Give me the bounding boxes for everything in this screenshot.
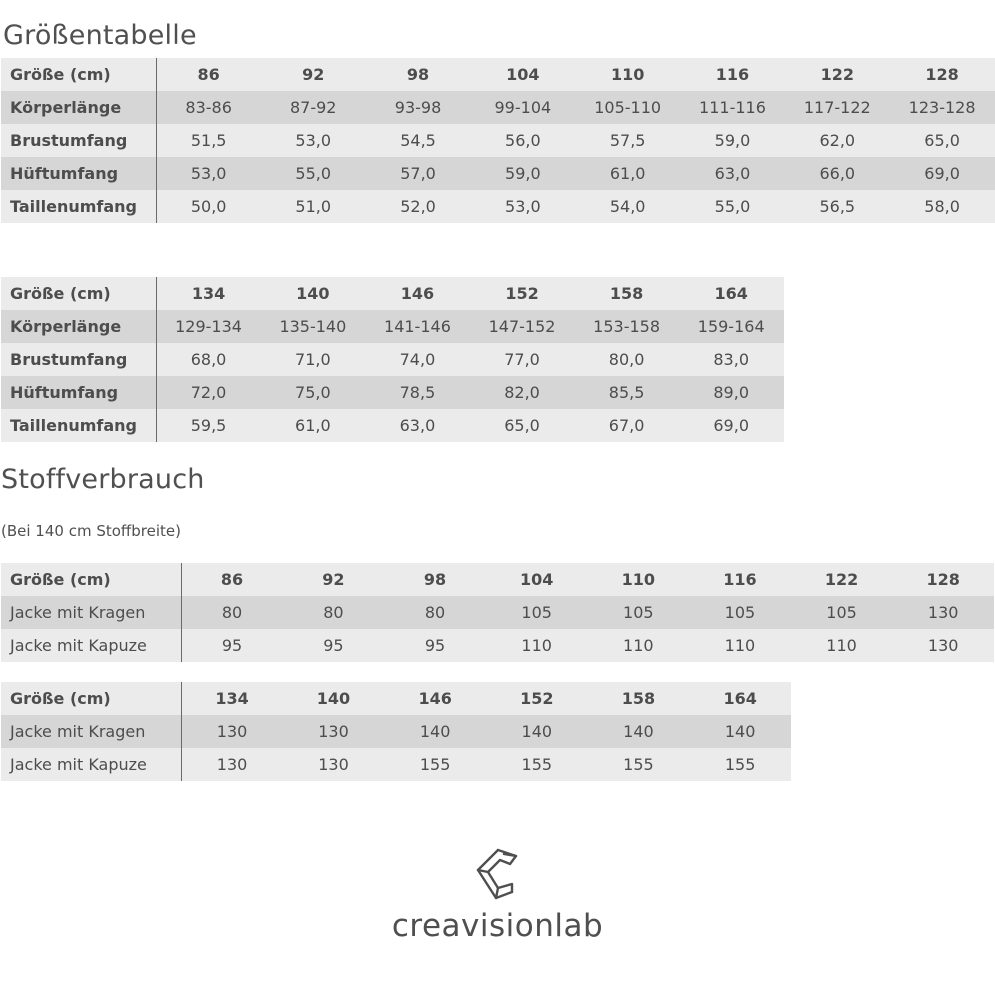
table-cell: 77,0 [470, 343, 575, 376]
table-cell: 80 [384, 596, 486, 629]
table-cell: 56,5 [785, 190, 890, 223]
table-cell: 65,0 [470, 409, 575, 442]
table-cell: 50,0 [156, 190, 261, 223]
row-label: Jacke mit Kragen [1, 596, 181, 629]
size-header-cell: 158 [574, 277, 679, 310]
table-cell: 155 [689, 748, 791, 781]
table-cell: 66,0 [785, 157, 890, 190]
size-header-cell: 122 [785, 58, 890, 91]
row-label: Jacke mit Kragen [1, 715, 181, 748]
table-cell: 57,5 [575, 124, 680, 157]
size-header-cell: 140 [283, 682, 385, 715]
table-header-row [1, 277, 784, 310]
table-cell: 61,0 [575, 157, 680, 190]
table-cell: 55,0 [261, 157, 366, 190]
table-row [1, 157, 995, 190]
table-cell: 52,0 [366, 190, 471, 223]
size-header-cell: 92 [261, 58, 366, 91]
table-cell: 63,0 [365, 409, 470, 442]
size-header-cell: 164 [689, 682, 791, 715]
table-cell: 123-128 [890, 91, 995, 124]
table-cell: 105 [486, 596, 588, 629]
row-label: Brustumfang [1, 124, 156, 157]
size-table-2 [1, 277, 784, 442]
table-cell: 130 [892, 596, 994, 629]
table-cell: 55,0 [680, 190, 785, 223]
table-cell: 53,0 [470, 190, 575, 223]
table-cell: 130 [892, 629, 994, 662]
size-chart-title: Größentabelle [3, 20, 197, 51]
table-cell: 56,0 [470, 124, 575, 157]
table-cell: 129-134 [156, 310, 261, 343]
size-header-cell: 152 [486, 682, 588, 715]
table-row [1, 596, 994, 629]
size-header-cell: 116 [689, 563, 791, 596]
table-cell: 140 [486, 715, 588, 748]
size-header-cell: 146 [365, 277, 470, 310]
size-header-cell: 86 [156, 58, 261, 91]
table-cell: 54,5 [366, 124, 471, 157]
table-cell: 105-110 [575, 91, 680, 124]
size-header-cell: 140 [261, 277, 366, 310]
table-cell: 140 [689, 715, 791, 748]
fabric-table-1 [1, 563, 994, 662]
size-header-cell: 98 [384, 563, 486, 596]
table-cell: 95 [384, 629, 486, 662]
table-cell: 130 [181, 715, 283, 748]
table-cell: 75,0 [261, 376, 366, 409]
table-cell: 153-158 [574, 310, 679, 343]
table-cell: 110 [791, 629, 893, 662]
column-header-label: Größe (cm) [1, 563, 181, 596]
table-cell: 51,5 [156, 124, 261, 157]
table-cell: 110 [588, 629, 690, 662]
brand-name: creavisionlab [391, 908, 604, 944]
size-header-cell: 92 [283, 563, 385, 596]
table-cell: 78,5 [365, 376, 470, 409]
table-row [1, 629, 994, 662]
table-cell: 93-98 [366, 91, 471, 124]
size-header-cell: 164 [679, 277, 784, 310]
size-header-cell: 134 [156, 277, 261, 310]
table-cell: 105 [689, 596, 791, 629]
table-cell: 62,0 [785, 124, 890, 157]
row-label: Jacke mit Kapuze [1, 629, 181, 662]
table-cell: 87-92 [261, 91, 366, 124]
table-cell: 74,0 [365, 343, 470, 376]
c-logo-icon [470, 846, 530, 904]
table-cell: 68,0 [156, 343, 261, 376]
row-label: Taillenumfang [1, 190, 156, 223]
table-row [1, 409, 784, 442]
table-cell: 59,5 [156, 409, 261, 442]
fabric-subtitle: (Bei 140 cm Stoffbreite) [1, 522, 181, 540]
row-label: Taillenumfang [1, 409, 156, 442]
size-header-cell: 158 [588, 682, 690, 715]
fabric-title: Stoffverbrauch [1, 464, 205, 495]
table-cell: 83,0 [679, 343, 784, 376]
table-cell: 159-164 [679, 310, 784, 343]
table-row [1, 343, 784, 376]
table-cell: 130 [181, 748, 283, 781]
size-header-cell: 146 [384, 682, 486, 715]
table-cell: 58,0 [890, 190, 995, 223]
size-header-cell: 98 [366, 58, 471, 91]
row-label: Körperlänge [1, 91, 156, 124]
table-cell: 85,5 [574, 376, 679, 409]
table-cell: 147-152 [470, 310, 575, 343]
size-header-cell: 128 [892, 563, 994, 596]
table-cell: 155 [588, 748, 690, 781]
size-header-cell: 116 [680, 58, 785, 91]
table-row [1, 310, 784, 343]
table-cell: 53,0 [156, 157, 261, 190]
table-cell: 53,0 [261, 124, 366, 157]
table-cell: 83-86 [156, 91, 261, 124]
table-cell: 59,0 [680, 124, 785, 157]
table-cell: 95 [283, 629, 385, 662]
table-header-row [1, 58, 995, 91]
table-cell: 69,0 [679, 409, 784, 442]
row-label: Hüftumfang [1, 376, 156, 409]
table-cell: 110 [689, 629, 791, 662]
row-label: Brustumfang [1, 343, 156, 376]
table-cell: 135-140 [261, 310, 366, 343]
table-cell: 130 [283, 715, 385, 748]
size-header-cell: 104 [486, 563, 588, 596]
row-label: Hüftumfang [1, 157, 156, 190]
table-cell: 99-104 [470, 91, 575, 124]
table-cell: 140 [384, 715, 486, 748]
table-cell: 89,0 [679, 376, 784, 409]
table-cell: 141-146 [365, 310, 470, 343]
table-cell: 80 [181, 596, 283, 629]
table-cell: 72,0 [156, 376, 261, 409]
table-cell: 80,0 [574, 343, 679, 376]
table-cell: 111-116 [680, 91, 785, 124]
table-row [1, 376, 784, 409]
table-row [1, 748, 791, 781]
row-label: Jacke mit Kapuze [1, 748, 181, 781]
table-cell: 63,0 [680, 157, 785, 190]
table-cell: 130 [283, 748, 385, 781]
size-header-cell: 110 [575, 58, 680, 91]
size-header-cell: 152 [470, 277, 575, 310]
brand-logo [390, 846, 610, 956]
fabric-table-2 [1, 682, 791, 781]
table-cell: 95 [181, 629, 283, 662]
column-header-label: Größe (cm) [1, 682, 181, 715]
table-cell: 65,0 [890, 124, 995, 157]
table-row [1, 91, 995, 124]
table-header-row [1, 563, 994, 596]
table-cell: 110 [486, 629, 588, 662]
table-cell: 82,0 [470, 376, 575, 409]
size-header-cell: 104 [470, 58, 575, 91]
table-cell: 69,0 [890, 157, 995, 190]
table-row [1, 124, 995, 157]
column-header-label: Größe (cm) [1, 58, 156, 91]
table-cell: 61,0 [261, 409, 366, 442]
size-header-cell: 128 [890, 58, 995, 91]
table-cell: 59,0 [470, 157, 575, 190]
size-header-cell: 110 [588, 563, 690, 596]
table-cell: 67,0 [574, 409, 679, 442]
size-table-1 [1, 58, 995, 223]
table-cell: 54,0 [575, 190, 680, 223]
table-cell: 51,0 [261, 190, 366, 223]
table-cell: 71,0 [261, 343, 366, 376]
table-cell: 80 [283, 596, 385, 629]
table-cell: 105 [588, 596, 690, 629]
size-header-cell: 134 [181, 682, 283, 715]
table-cell: 140 [588, 715, 690, 748]
table-cell: 155 [486, 748, 588, 781]
table-cell: 155 [384, 748, 486, 781]
table-cell: 117-122 [785, 91, 890, 124]
size-header-cell: 122 [791, 563, 893, 596]
table-row [1, 190, 995, 223]
table-row [1, 715, 791, 748]
column-header-label: Größe (cm) [1, 277, 156, 310]
size-header-cell: 86 [181, 563, 283, 596]
table-header-row [1, 682, 791, 715]
table-cell: 57,0 [366, 157, 471, 190]
table-cell: 105 [791, 596, 893, 629]
row-label: Körperlänge [1, 310, 156, 343]
